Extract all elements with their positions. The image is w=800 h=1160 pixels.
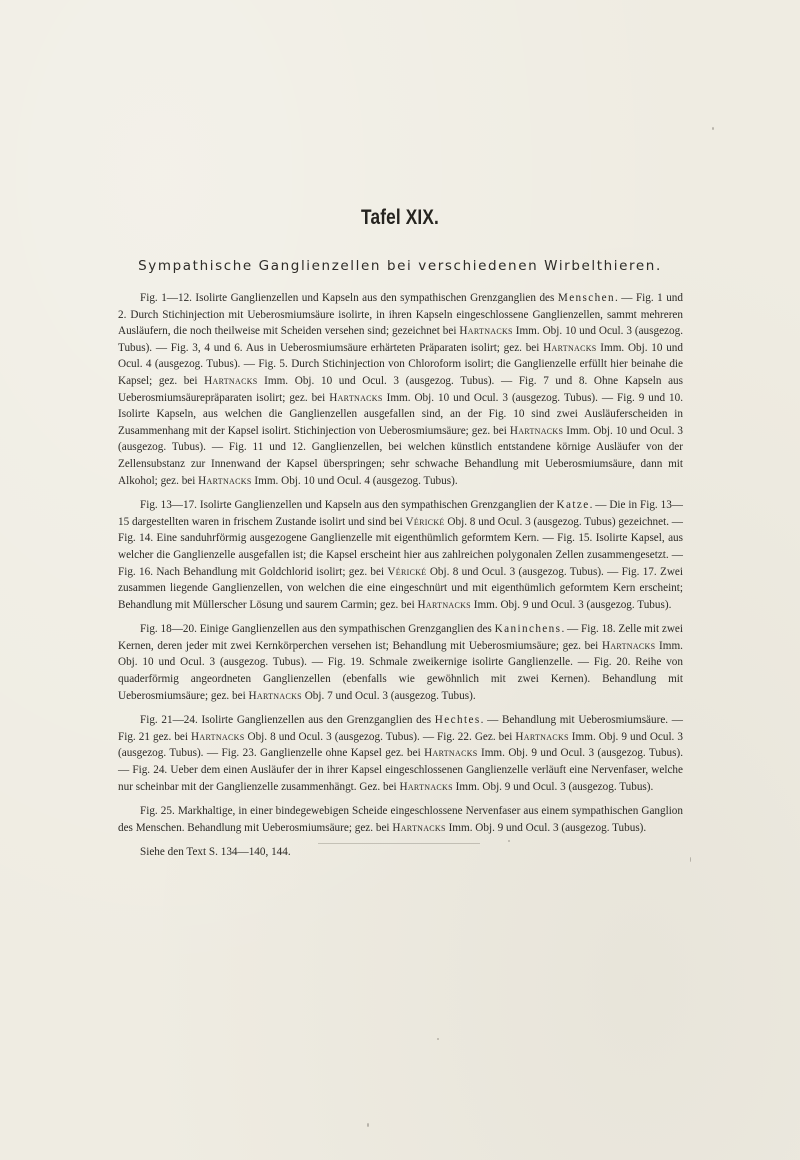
author-name: Hartnacks — [198, 474, 252, 487]
author-name: Hartnacks — [329, 391, 383, 404]
caption-text: Imm. Obj. 10 und Ocul. 4 (ausgezog. Tubus). — [251, 474, 458, 487]
caption-text: Imm. Obj. 9 und Ocul. 3 (ausgezog. Tubus). — Fig. 23. Ganglienzelle ohne Kapsel gez. bei — [118, 730, 683, 760]
caption-paragraph — [118, 621, 683, 704]
caption-paragraph — [118, 803, 683, 836]
caption-text: Imm. Obj. 9 und Ocul. 3 (ausgezog. Tubus). — Fig. 24. Ueber dem einen Ausläufer der in ihrer Kapsel eingeschlossenen Ganglienzelle verläuft eine Nervenfaser, welche nur scheinbar mit der Ganglienzelle zusammenhängt. Gez. bei — [118, 747, 684, 793]
paper-speck — [690, 857, 691, 862]
caption-text: Obj. 8 und Ocul. 3 (ausgezog. Tubus). — Fig. 17. Zwei zusammen liegende Ganglienzellen, von welchen die eine eingeschnürt und mit eigenthümlich geformtem Kern erscheint; Behandlung mit Müllerscher Lösung und saurem Carmin; gez. bei — [118, 565, 684, 611]
plate-subtitle: Sympathische Ganglienzellen bei verschiedenen Wirbelthieren. — [138, 258, 662, 274]
species-name: Katze — [556, 499, 590, 512]
species-name: Menschen — [557, 292, 616, 304]
caption-paragraph — [118, 712, 683, 795]
author-name: Hartnacks — [204, 374, 258, 387]
species-name: Hechtes — [434, 714, 481, 727]
author-name: Hartnacks — [417, 598, 471, 611]
author-name: Hartnacks — [424, 747, 478, 760]
caption-text: Imm. Obj. 9 und Ocul. 3 (ausgezog. Tubus). — [470, 598, 672, 611]
caption-text: Fig. 13—17. Isolirte Ganglienzellen und Kapseln aus den sympathischen Grenzganglien der — [140, 499, 557, 512]
caption-text: Fig. 18—20. Einige Ganglienzellen aus den sympathischen Grenzganglien des — [140, 623, 495, 636]
author-name: Hartnacks — [509, 424, 564, 437]
author-name: Hartnacks — [601, 639, 656, 652]
caption-text: . — Die in Fig. 13—15 dargestellten waren in frischem Zustande isolirt und sind bei — [118, 499, 683, 528]
author-name: Hartnacks — [392, 821, 446, 834]
author-name: Hartnacks — [543, 341, 597, 354]
caption-text: . — Fig. 18. Zelle mit zwei Kernen, deren jeder mit zwei Kernkörperchen versehen ist; Behandlung mit Ueberosmiumsäure; gez. bei — [118, 623, 683, 652]
caption-paragraph — [118, 497, 683, 613]
caption-text: Obj. 8 und Ocul. 3 (ausgezog. Tubus). — Fig. 22. Gez. bei — [244, 730, 516, 743]
paper-speck — [437, 1038, 439, 1040]
author-name: Hartnacks — [459, 325, 513, 338]
caption-text: Fig. 21—24. Isolirte Ganglienzellen aus den Grenzganglien des — [140, 714, 435, 727]
text-reference: Siehe den Text S. 134—140, 144. — [140, 846, 291, 859]
paper-speck — [712, 127, 714, 130]
paper-speck — [367, 1123, 369, 1127]
author-name: Hartnacks — [248, 689, 302, 702]
caption-text: Fig. 1—12. Isolirte Ganglienzellen und Kapseln aus den sympathischen Grenzganglien des — [140, 292, 558, 304]
caption-text: Obj. 8 und Ocul. 3 (ausgezog. Tubus) gezeichnet. — Fig. 14. Eine sanduhrförmig ausgezogene Ganglienzelle mit eigenthümlich geformtem Kern. — Fig. 15. Isolirte Kapsel, aus welcher die Ganglienzelle ausgefallen ist; die Kapsel erscheint hier aus zahlreichen polygonalen Zellen zusammengesetzt. — Fig. 16. Nach Behandlung mit Goldchlorid isolirt; gez. bei — [118, 515, 683, 578]
author-name: Hartnacks — [399, 780, 453, 793]
caption-body — [118, 290, 683, 861]
caption-paragraph — [118, 290, 683, 489]
species-name: Kaninchens — [494, 623, 562, 636]
caption-text: Imm. Obj. 10 und Ocul. 3 (ausgezog. Tubus). — Fig. 7 und 8. Ohne Kapseln aus Ueberosmiumsäurepräparaten isolirt; gez. bei — [118, 374, 683, 404]
plate-title: Tafel XIX. — [361, 206, 439, 229]
caption-text: . — Behandlung mit Ueberosmiumsäure. — Fig. 21 gez. bei — [118, 714, 683, 743]
caption-text: Obj. 7 und Ocul. 3 (ausgezog. Tubus). — [301, 689, 476, 702]
caption-text: Imm. Obj. 10 und Ocul. 3 (ausgezog. Tubus). — Fig. 11 und 12. Ganglienzellen, bei welchen künstlich entstandene körnige Ausläufer von der Zellensubstanz zur Innenwand der Kapsel überspringen; sehr schwache Behandlung mit Ueberosmiumsäure, dann mit Alkohol; gez. bei — [118, 424, 683, 487]
caption-text: Imm. Obj. 10 und Ocul. 3 (ausgezog. Tubus). — Fig. 19. Schmale zweikernige isolirte Ganglienzelle. — Fig. 20. Reihe von quaderförmig angeordneten Ganglienzellen (ebenfalls wie gewöhnlich mit zwei Kernen). Behandlung mit Ueberosmiumsäure; gez. bei — [118, 639, 683, 702]
author-name: Hartnacks — [515, 730, 569, 743]
paper-speck — [508, 840, 510, 842]
author-name: Vérické — [405, 515, 445, 528]
caption-text: Imm. Obj. 9 und Ocul. 3 (ausgezog. Tubus). — [445, 821, 647, 834]
caption-text: Imm. Obj. 10 und Ocul. 3 (ausgezog. Tubus). — Fig. 9 und 10. Isolirte Kapseln, aus welchen die Ganglienzellen ausgefallen sind, an der Fig. 10 sind zwei Ausläuferscheiden in Zusammenhang mit der Kapsel isolirt. Stichinjection von Ueberosmiumsäure; gez. bei — [118, 391, 683, 437]
caption-text: Imm. Obj. 10 und Ocul. 3 (ausgezog. Tubus). — Fig. 3, 4 und 6. Aus in Ueberosmiumsäure erhärteten Präparaten isolirt; gez. bei — [118, 325, 683, 354]
author-name: Vérické — [387, 565, 427, 578]
faint-divider-line — [318, 843, 480, 844]
author-name: Hartnacks — [191, 730, 245, 743]
caption-text: Imm. Obj. 9 und Ocul. 3 (ausgezog. Tubus). — [452, 780, 654, 793]
caption-text: Imm. Obj. 10 und Ocul. 4 (ausgezog. Tubus). — Fig. 5. Durch Stichinjection von Chloroform isolirt; die Ganglienzelle erfüllt hier beinahe die Kapsel; gez. bei — [118, 341, 683, 387]
caption-text: . — Fig. 1 und 2. Durch Stichinjection mit Ueberosmiumsäure isolirte, in ihren Kapseln eingeschlossene Ganglienzellen, sammt mehreren Ausläufern, die noch theilweise mit Scheiden versehen sind; gezeichnet bei — [118, 292, 683, 338]
caption-text: Fig. 25. Markhaltige, in einer bindegewebigen Scheide eingeschlossene Nervenfaser aus einem sympathischen Ganglion des Menschen. Behandlung mit Ueberosmiumsäure; gez. bei — [118, 805, 683, 834]
